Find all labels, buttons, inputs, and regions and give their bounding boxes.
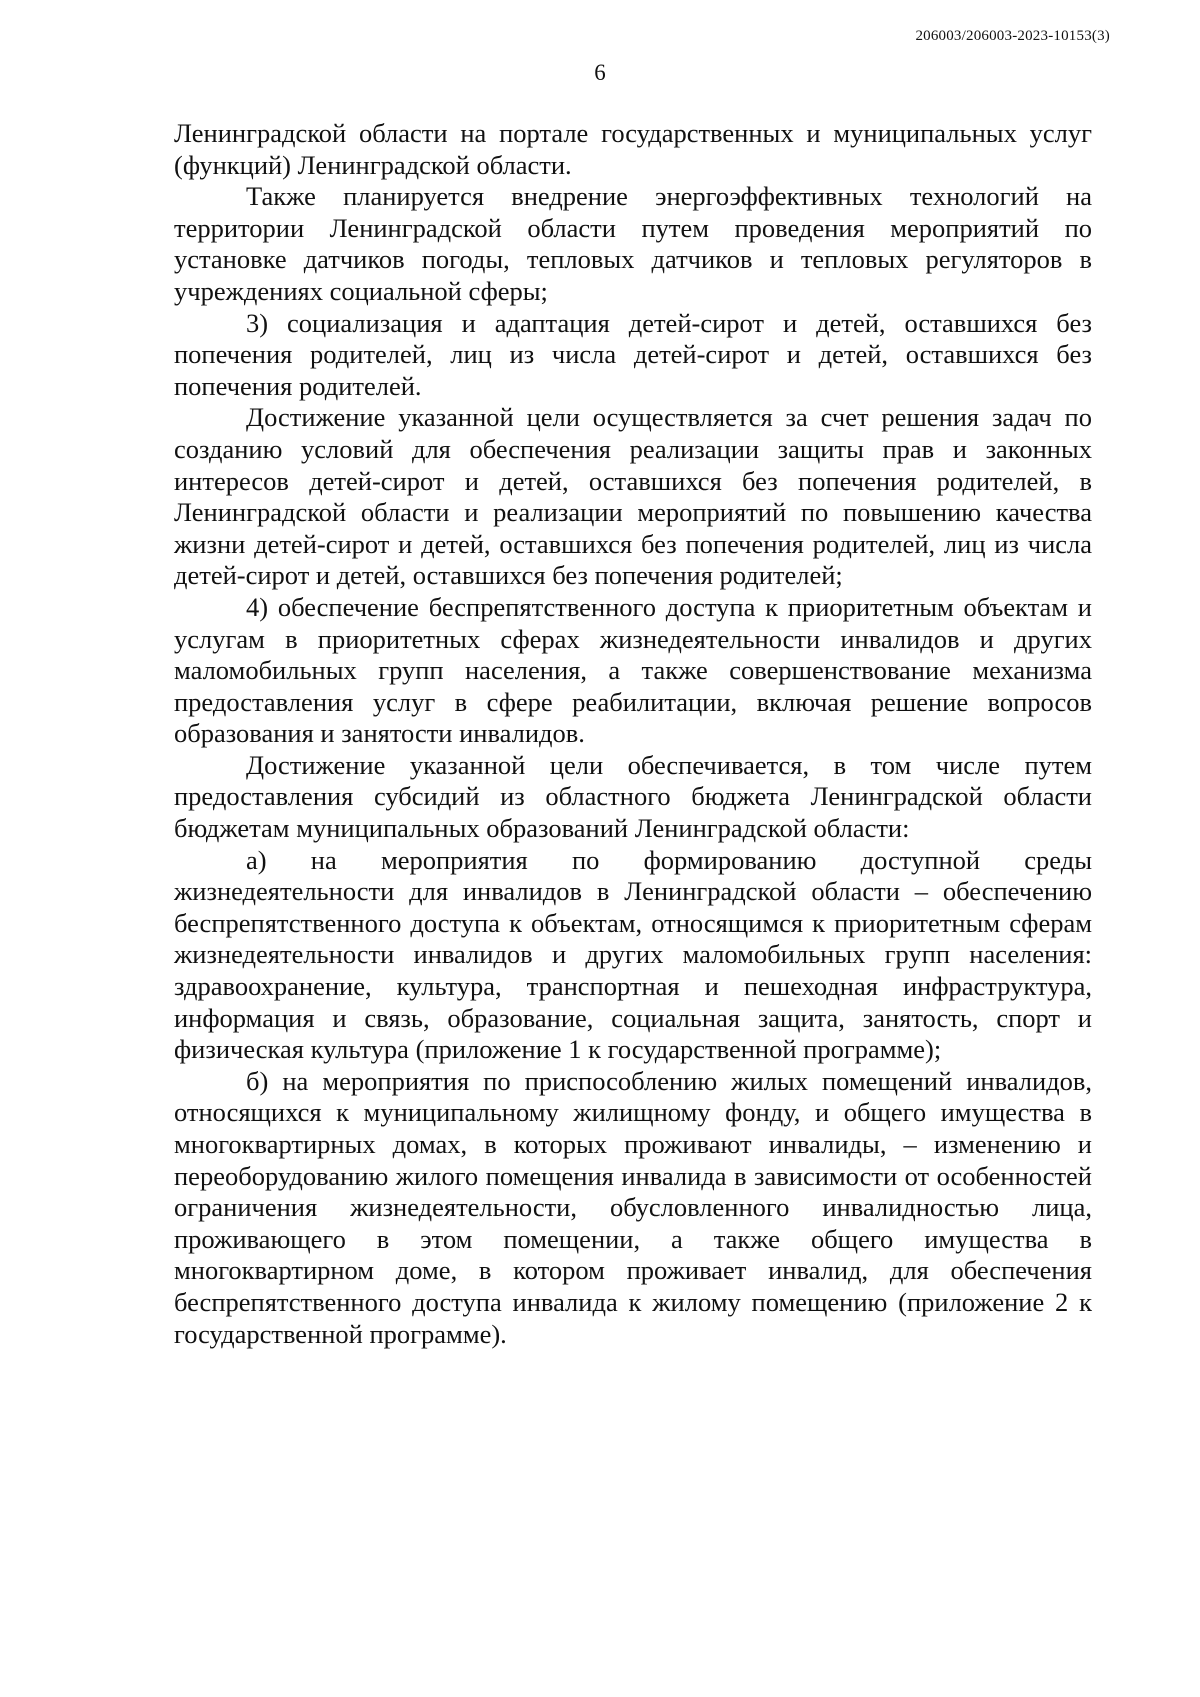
- paragraph-energy-efficiency: Также планируется внедрение энергоэффективных технологий на территории Ленинградской области путем проведения мероприятий по установке датчиков погоды, тепловых датчиков и тепловых регуляторов в учреждениях социальной сферы;: [174, 181, 1092, 306]
- paragraph-subitem-b: б) на мероприятия по приспособлению жилых помещений инвалидов, относящихся к муниципальному жилищному фонду, и общего имущества в многоквартирных домах, в которых проживают инвалиды, – изменению и переоборудованию жилого помещения инвалида в зависимости от особенностей ограничения жизнедеятельности, обусловленного инвалидностью лица, проживающего в этом помещении, а также общего имущества в многоквартирном доме, в котором проживает инвалид, для обеспечения беспрепятственного доступа инвалида к жилому помещению (приложение 2 к государственной программе).: [174, 1065, 1092, 1349]
- paragraph-item-4: 4) обеспечение беспрепятственного доступа к приоритетным объектам и услугам в приоритетных сферах жизнедеятельности инвалидов и других маломобильных групп населения, а также совершенствование механизма предоставления услуг в сфере реабилитации, включая решение вопросов образования и занятости инвалидов.: [174, 591, 1092, 749]
- page-number: 6: [594, 60, 606, 85]
- paragraph-goal-achievement-4: Достижение указанной цели обеспечивается, в том числе путем предоставления субсидий из областного бюджета Ленинградской области бюджетам муниципальных образований Ленинградской области:: [174, 749, 1092, 844]
- paragraph-continuation: Ленинградской области на портале государственных и муниципальных услуг (функций) Ленинградской области.: [174, 118, 1092, 180]
- document-id: 206003/206003-2023-10153(3): [915, 28, 1110, 44]
- paragraph-subitem-a: а) на мероприятия по формированию доступной среды жизнедеятельности для инвалидов в Ленинградской области – обеспечению беспрепятственного доступа к объектам, относящимся к приоритетным сферам жизнедеятельности инвалидов и других маломобильных групп населения: здравоохранение, культура, транспортная и пешеходная инфраструктура, информация и связь, образование, социальная защита, занятость, спорт и физическая культура (приложение 1 к государственной программе);: [174, 844, 1092, 1065]
- document-body: [174, 118, 1092, 1350]
- paragraph-goal-achievement-3: Достижение указанной цели осуществляется за счет решения задач по созданию условий для обеспечения реализации защиты прав и законных интересов детей-сирот и детей, оставшихся без попечения родителей, в Ленинградской области и реализации мероприятий по повышению качества жизни детей-сирот и детей, оставшихся без попечения родителей, лиц из числа детей-сирот и детей, оставшихся без попечения родителей;: [174, 402, 1092, 591]
- paragraph-item-3: 3) социализация и адаптация детей-сирот и детей, оставшихся без попечения родителей, лиц из числа детей-сирот и детей, оставшихся без попечения родителей.: [174, 307, 1092, 401]
